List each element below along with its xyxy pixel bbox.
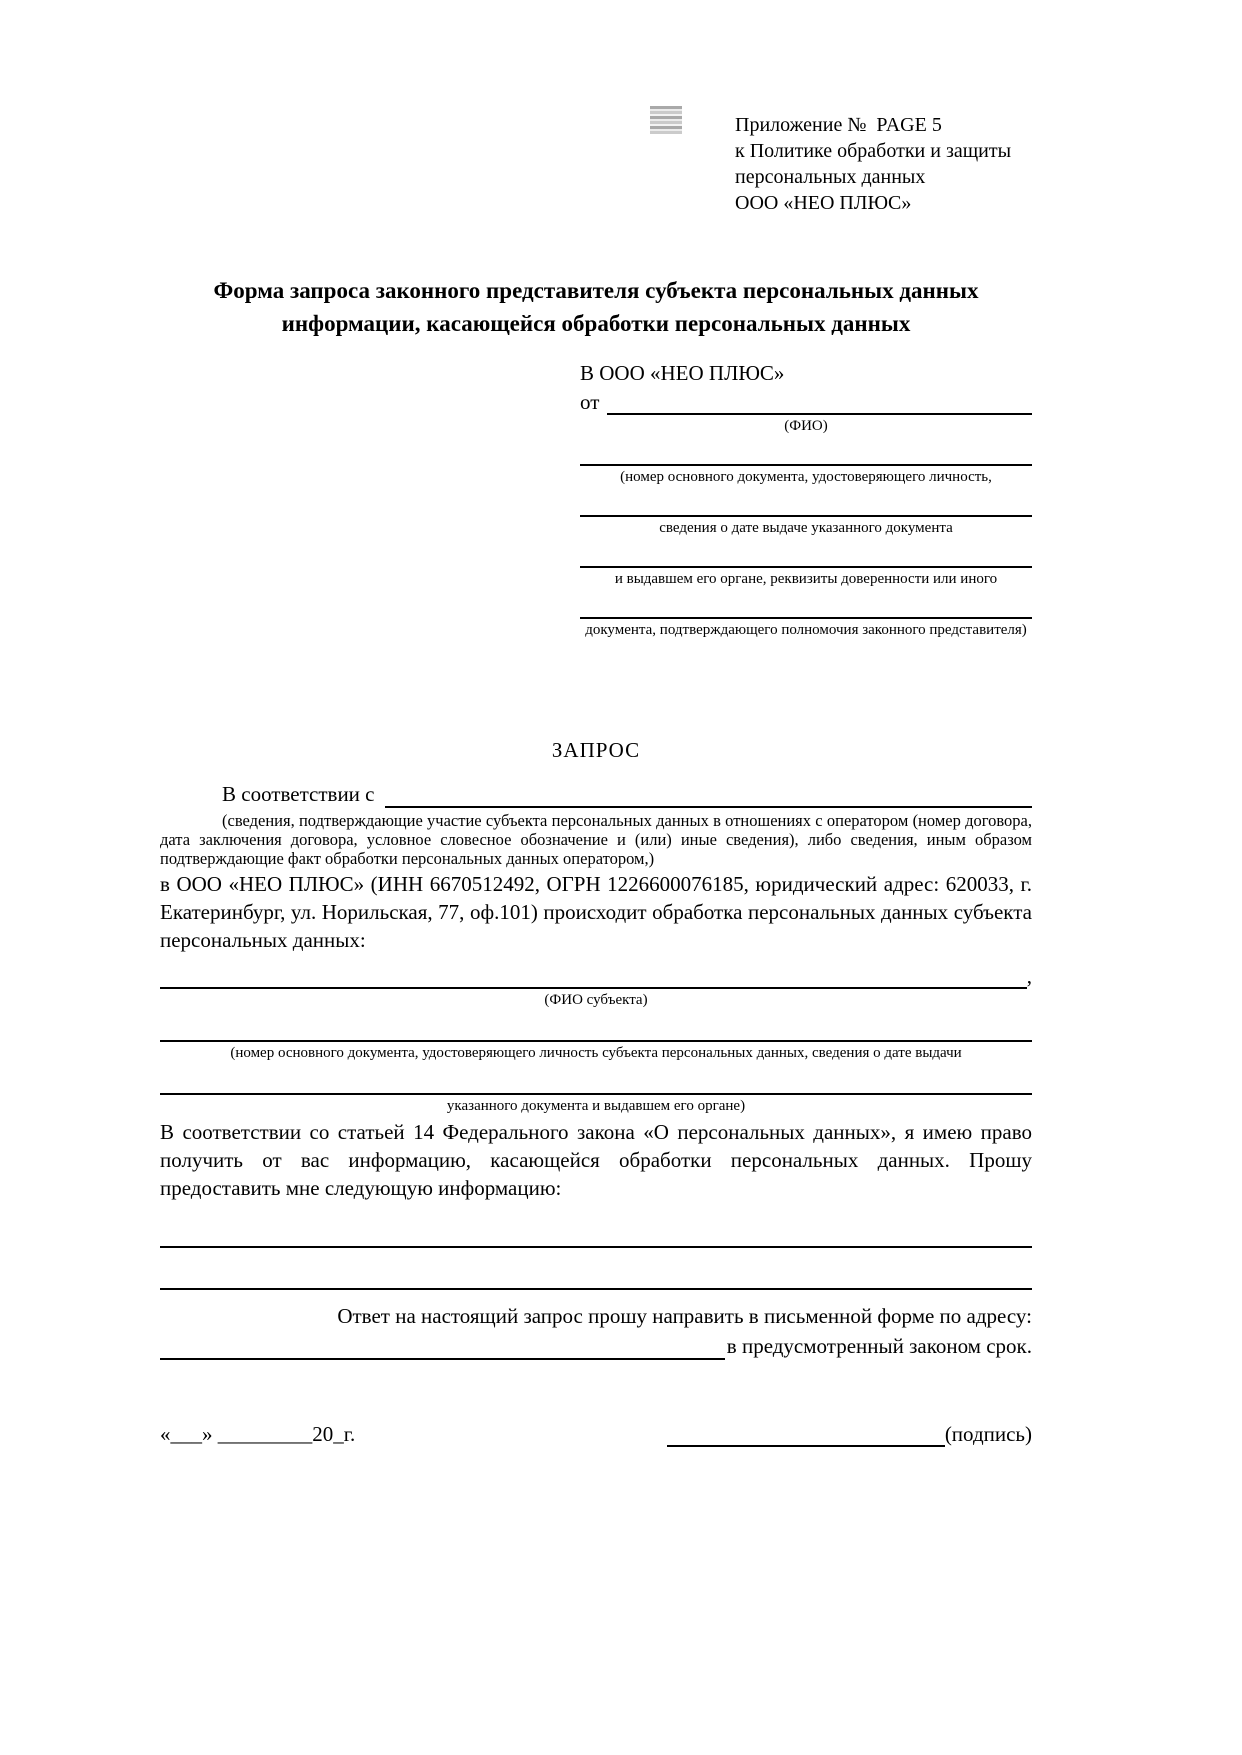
request-heading: ЗАПРОС bbox=[551, 738, 641, 762]
answer-request-line: Ответ на настоящий запрос прошу направить в письменной форме по адресу: bbox=[337, 1304, 1032, 1328]
subject-fio-blank-line bbox=[160, 987, 1027, 989]
operator-paragraph: в ООО «НЕО ПЛЮС» (ИНН 6670512492, ОГРН 1226600076185, юридический адрес: 620033, г. Екатеринбург, ул. Норильская, 77, оф.101) происходит обработка персональных данных субъекта персональных данных: bbox=[160, 872, 1032, 952]
representative-authority-blank-line bbox=[580, 594, 1032, 619]
in-accordance-row bbox=[160, 780, 1032, 808]
document-title-line1: Форма запроса законного представителя субъекта персональных данных bbox=[213, 278, 979, 303]
document-number-group bbox=[580, 441, 1032, 487]
subject-document-group bbox=[160, 1012, 1032, 1063]
issuing-authority-group bbox=[580, 543, 1032, 589]
document-number-blank-line bbox=[580, 441, 1032, 466]
appendix-number-line: Приложение № PAGE 5 bbox=[735, 114, 942, 136]
fio-caption: (ФИО) bbox=[784, 418, 828, 434]
issue-date-group bbox=[580, 492, 1032, 538]
document-number-caption: (номер основного документа, удостоверяющего личность, bbox=[620, 469, 992, 485]
representative-authority-caption: документа, подтверждающего полномочия законного представителя) bbox=[585, 622, 1027, 638]
information-blank-line-2 bbox=[160, 1248, 1032, 1290]
issue-date-blank-line bbox=[580, 492, 1032, 517]
trailing-comma: , bbox=[1026, 964, 1032, 988]
subject-issuer-group bbox=[160, 1065, 1032, 1116]
from-row bbox=[580, 388, 1032, 415]
basis-blank-line bbox=[385, 806, 1033, 808]
signature-area bbox=[667, 1422, 1032, 1447]
article-14-paragraph: В соответствии со статьей 14 Федерального закона «О персональных данных», я имею право получить от вас информацию, касающейся обработки персональных данных. Прошу предоставить мне следующую информацию: bbox=[160, 1120, 1032, 1200]
document-content bbox=[160, 0, 1032, 1447]
representative-authority-group bbox=[580, 594, 1032, 640]
subject-document-caption: (номер основного документа, удостоверяющего личность субъекта персональных данных, сведения о дате выдачи bbox=[230, 1045, 962, 1061]
in-accordance-label: В соответствии с bbox=[222, 782, 375, 806]
date-signature-row bbox=[160, 1422, 1032, 1447]
signature-blank-line bbox=[667, 1423, 945, 1447]
addressee-company: В ООО «НЕО ПЛЮС» bbox=[580, 361, 785, 385]
subject-fio-caption: (ФИО субъекта) bbox=[544, 992, 648, 1008]
issue-date-caption: сведения о дате выдаче указанного документа bbox=[659, 520, 953, 536]
company-name: ООО «НЕО ПЛЮС» bbox=[735, 192, 912, 214]
issuing-authority-blank-line bbox=[580, 543, 1032, 568]
subject-document-blank-line bbox=[160, 1012, 1032, 1042]
basis-fine-print: (сведения, подтверждающие участие субъекта персональных данных в отношениях с оператором (номер договора, дата заключения договора, условное словесное обозначение и (или) иные сведения), либо сведения, иным образом подтверждающие факт обработки персональных данных оператором,) bbox=[160, 811, 1032, 868]
subject-issuer-caption: указанного документа и выдавшем его органе) bbox=[446, 1098, 746, 1114]
address-row bbox=[160, 1330, 1032, 1360]
policy-reference-line2: персональных данных bbox=[735, 166, 926, 188]
subject-issuer-blank-line bbox=[160, 1065, 1032, 1095]
document-title-line2: информации, касающейся обработки персональных данных bbox=[281, 311, 911, 336]
policy-reference-line: к Политике обработки и защиты bbox=[735, 140, 1012, 162]
requested-information-blanks bbox=[160, 1206, 1032, 1290]
document-title bbox=[160, 274, 1032, 340]
appendix-header-block bbox=[735, 112, 1032, 216]
address-blank-line bbox=[160, 1358, 725, 1360]
information-blank-line-1 bbox=[160, 1206, 1032, 1248]
subject-fio-row bbox=[160, 957, 1032, 989]
date-blank-text: «___» _________20_г. bbox=[160, 1422, 356, 1446]
issuing-authority-caption: и выдавшем его органе, реквизиты доверенности или иного bbox=[614, 571, 998, 587]
from-label: от bbox=[580, 390, 600, 414]
answer-tail-text: в предусмотренный законом срок. bbox=[726, 1334, 1032, 1358]
addressee-block bbox=[580, 358, 1032, 640]
signature-caption: (подпись) bbox=[944, 1422, 1032, 1446]
fio-blank-line bbox=[607, 413, 1032, 415]
